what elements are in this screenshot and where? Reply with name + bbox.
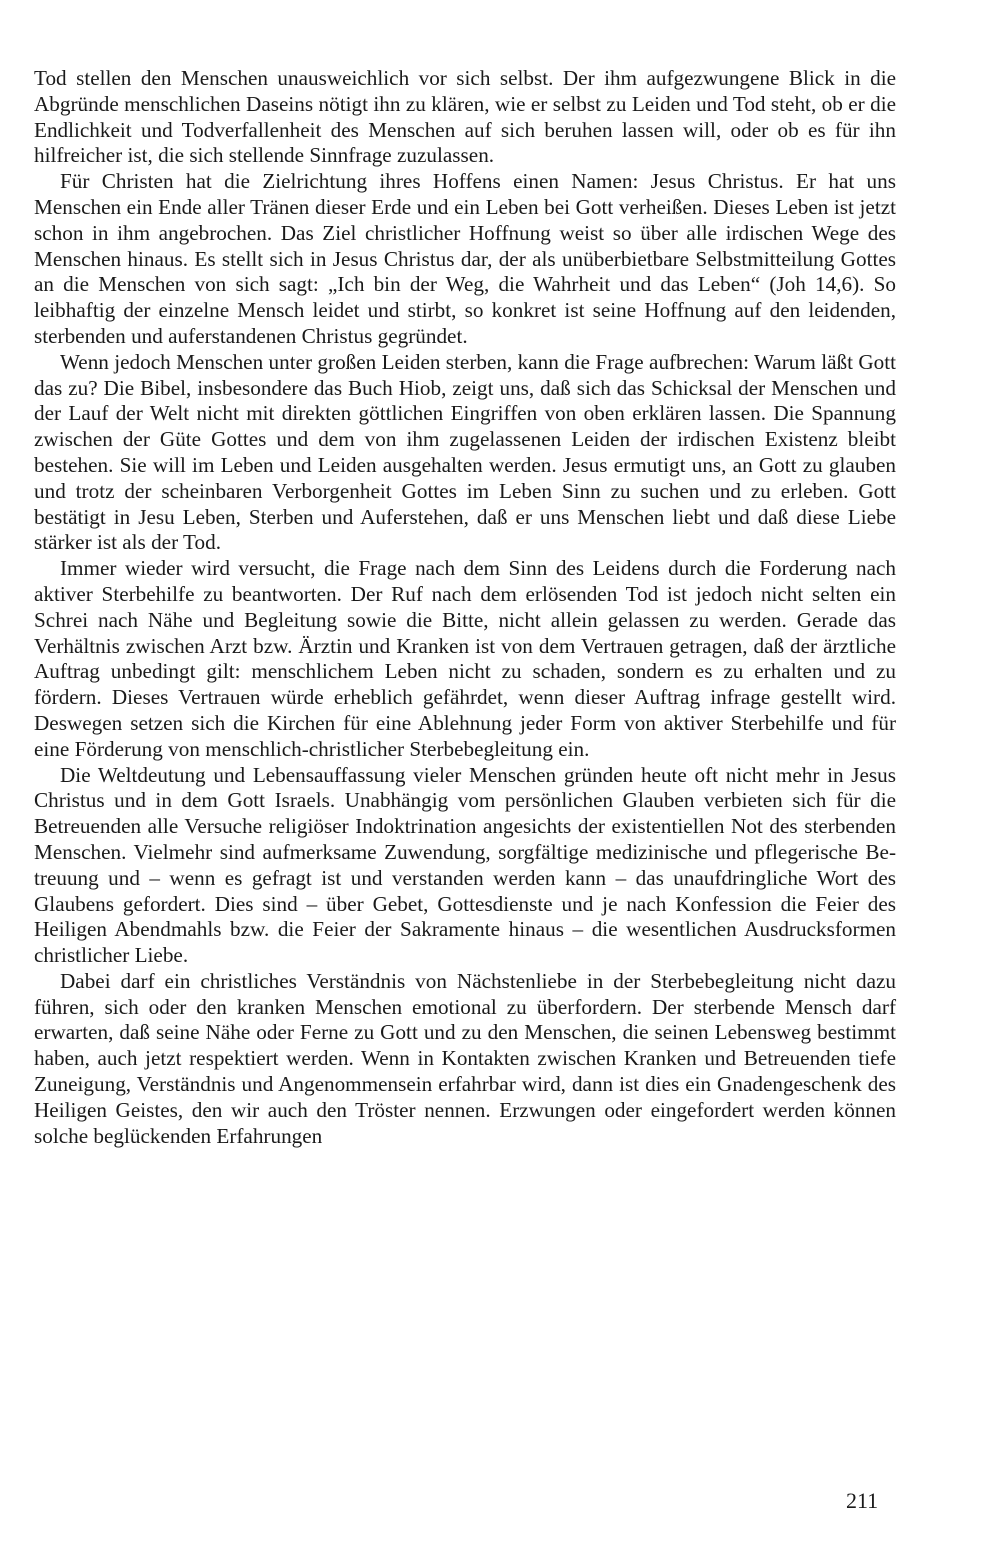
page-number: 211 bbox=[846, 1488, 879, 1513]
page-body bbox=[34, 66, 896, 1149]
paragraph-5: Die Weltdeutung und Lebensauffassung vieler Menschen gründen heute oft nicht mehr in Jesus Christus und in dem Gott Israels. Unabhängig vom persönlichen Glauben verbieten sich für die Betreuenden alle Versuche religiöser Indoktrination angesichts der existentiellen Not des sterbenden Menschen. Vielmehr sind aufmerksame Zuwendung, sorgfältige medizinische und pflegerische Betreuung und – wenn es gefragt ist und verstanden werden kann – das unaufdringliche Wort des Glaubens gefordert. Dies sind – über Gebet, Gottesdienste und je nach Konfession die Feier des Heiligen Abendmahls bzw. die Feier der Sakramente hinaus – die wesentlichen Ausdrucksformen christlicher Liebe. bbox=[34, 762, 896, 968]
paragraph-3: Wenn jedoch Menschen unter großen Leiden sterben, kann die Frage aufbrechen: Warum läßt Gott das zu? Die Bibel, insbesondere das Buch Hiob, zeigt uns, daß sich das Schicksal der Menschen und der Lauf der Welt nicht mit direkten göttlichen Eingriffen von oben erklären lassen. Die Spannung zwischen der Güte Gottes und dem von ihm zugelassenen Leiden der irdischen Existenz bleibt bestehen. Sie will im Leben und Leiden ausgehalten werden. Jesus ermutigt uns, an Gott zu glauben und trotz der scheinbaren Verborgenheit Gottes im Leben Sinn zu suchen und zu erleben. Gott bestätigt in Jesu Leben, Sterben und Auferstehen, daß er uns Menschen liebt und daß diese Liebe stärker ist als der Tod. bbox=[34, 349, 896, 555]
paragraph-2: Für Christen hat die Zielrichtung ihres Hoffens einen Namen: Jesus Christus. Er hat uns Menschen ein Ende aller Tränen dieser Erde und ein Leben bei Gott verheißen. Dieses Leben ist jetzt schon in ihm angebrochen. Das Ziel christlicher Hoffnung weist so über alle irdischen Wege des Menschen hinaus. Es stellt sich in Jesus Christus dar, der als unüberbietbare Selbstmitteilung Gottes an die Menschen von sich sagt: „Ich bin der Weg, die Wahrheit und das Leben“ (Joh 14,6). So leibhaftig der einzelne Mensch leidet und stirbt, so konkret ist seine Hoffnung auf den leidenden, sterbenden und auferstandenen Christus gegründet. bbox=[34, 169, 896, 348]
paragraph-4: Immer wieder wird versucht, die Frage nach dem Sinn des Leidens durch die Forderung nach aktiver Sterbehilfe zu beantworten. Der Ruf nach dem erlösenden Tod ist jedoch nicht selten ein Schrei nach Nähe und Begleitung sowie die Bitte, nicht allein gelassen zu werden. Gerade das Verhältnis zwischen Arzt bzw. Ärztin und Kranken ist von dem Vertrauen getragen, daß der ärztliche Auftrag unbedingt gilt: menschlichem Leben nicht zu schaden, sondern es zu erhalten und zu fördern. Dieses Vertrauen würde erheblich gefährdet, wenn dieser Auftrag infrage gestellt wird. Deswegen setzen sich die Kirchen für eine Ablehnung jeder Form von aktiver Sterbehilfe und für eine Förderung von menschlich-christlicher Sterbebegleitung ein. bbox=[34, 556, 896, 761]
paragraph-1: Tod stellen den Menschen unausweichlich vor sich selbst. Der ihm aufgezwungene Blick in die Abgründe menschlichen Daseins nötigt ihn zu klären, wie er selbst zu Leiden und Tod steht, ob er die Endlichkeit und Todverfallenheit des Menschen auf sich beruhen lassen will, oder ob es für ihn hilfreicher ist, die sich stellende Sinnfrage zuzulassen. bbox=[34, 66, 896, 168]
paragraph-6: Dabei darf ein christliches Verständnis von Nächstenliebe in der Sterbebegleitung nicht dazu führen, sich oder den kranken Menschen emotional zu überfordern. Der sterbende Mensch darf erwarten, daß seine Nähe oder Ferne zu Gott und zu den Menschen, die seinen Lebensweg bestimmt haben, auch jetzt respektiert werden. Wenn in Kontakten zwischen Kranken und Betreuenden tiefe Zuneigung, Verständnis und Angenommensein erfahrbar wird, dann ist dies ein Gnadengeschenk des Heiligen Geistes, den wir auch den Tröster nennen. Erzwungen oder eingefordert werden können solche beglückenden Erfahrungen bbox=[34, 968, 896, 1148]
